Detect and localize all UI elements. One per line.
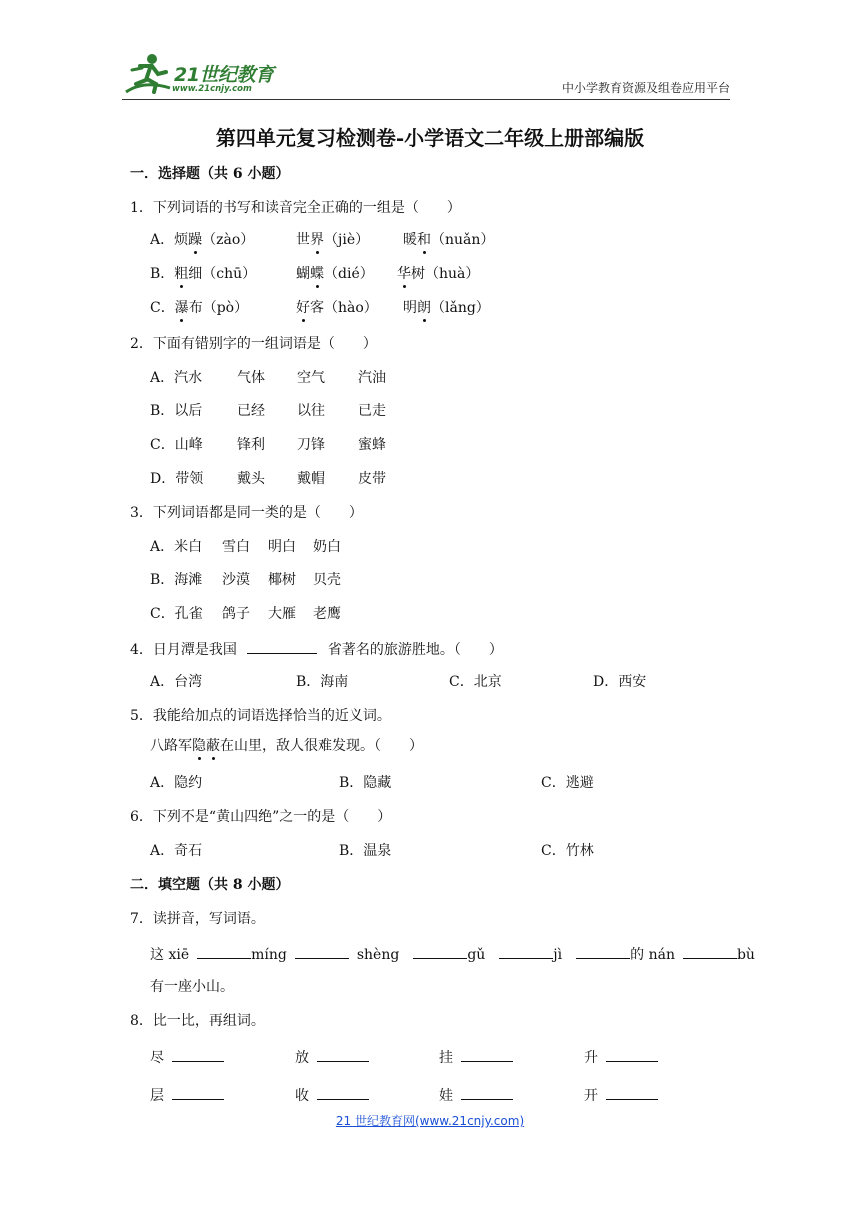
q8-blank[interactable] (172, 1047, 224, 1062)
question-6-stem: 6．下列不是“黄山四绝”之一的是（ ） (130, 809, 392, 825)
q7-blank-6[interactable] (683, 944, 737, 959)
section-fill-heading: 二．填空题（共 8 小题） (130, 877, 290, 893)
q4-option-d: D．西安 (593, 674, 647, 690)
q1-option-b: B．粗细（chū） (150, 266, 257, 282)
q2-d-2: 戴头 (237, 471, 265, 487)
q7-pinyin-line: 这 xiē míng shèng gǔ jì 的 nán bù (150, 944, 755, 964)
q2-b-2: 已经 (237, 403, 265, 419)
q3-a-1: A．米白 (150, 539, 203, 555)
q7-blank-1[interactable] (197, 944, 251, 959)
q5-option-c: C．逃避 (541, 775, 594, 791)
q7-blank-4[interactable] (499, 944, 553, 959)
q2-b-4: 已走 (358, 403, 386, 419)
q5-option-b: B．隐藏 (339, 775, 392, 791)
q7-line-2: 有一座小山。 (150, 979, 234, 995)
q6-option-a: A．奇石 (150, 843, 203, 859)
page-footer (0, 1112, 860, 1129)
q8-item: 挂 (439, 1047, 513, 1067)
q5-option-a: A．隐约 (150, 775, 203, 791)
q1-option-a: A．烦躁（zào） (150, 232, 255, 248)
q5-sentence: 八路军隐蔽在山里，敌人很难发现。（ ） (150, 738, 423, 754)
logo-url: www.21cnjy.com (172, 84, 252, 94)
q2-a-1: A．汽水 (150, 370, 203, 386)
q3-c-3: 大雁 (268, 606, 296, 622)
runner-logo-icon (122, 52, 174, 96)
q3-b-2: 沙漠 (222, 572, 250, 588)
platform-label: 中小学教育资源及组卷应用平台 (561, 81, 730, 95)
q8-item: 开 (584, 1085, 658, 1105)
q8-item: 放 (295, 1047, 369, 1067)
logo-text: 21世纪教育 (174, 64, 274, 86)
q4-option-a: A．台湾 (150, 674, 203, 690)
q1-option-c-word3: 明朗（lǎng） (403, 300, 490, 316)
q8-blank[interactable] (317, 1085, 369, 1100)
q7-blank-2[interactable] (295, 944, 349, 959)
q3-b-4: 贝壳 (313, 572, 341, 588)
footer-link[interactable]: 21 世纪教育网(www.21cnjy.com) (335, 1114, 525, 1128)
q3-a-4: 奶白 (313, 539, 341, 555)
q2-a-2: 气体 (237, 370, 265, 386)
q2-a-4: 汽油 (358, 370, 386, 386)
section-choice-heading: 一．选择题（共 6 小题） (130, 166, 290, 182)
question-4-stem: 4．日月潭是我国 省著名的旅游胜地。（ ） (130, 639, 503, 659)
q2-c-1: C．山峰 (150, 437, 203, 453)
q8-item: 尽 (150, 1047, 224, 1067)
q3-a-2: 雪白 (222, 539, 250, 555)
q3-a-3: 明白 (268, 539, 296, 555)
q8-item: 升 (584, 1047, 658, 1067)
q3-b-1: B．海滩 (150, 572, 203, 588)
q4-blank[interactable] (247, 639, 317, 654)
question-8-stem: 8．比一比，再组词。 (130, 1013, 265, 1029)
q7-blank-5[interactable] (576, 944, 630, 959)
q6-option-b: B．温泉 (339, 843, 392, 859)
q1-option-a-word2: 世界（jiè） (296, 232, 370, 248)
q8-blank[interactable] (317, 1047, 369, 1062)
question-2-stem: 2．下面有错别字的一组词语是（ ） (130, 336, 377, 352)
q1-option-c: C．瀑布（pò） (150, 300, 249, 316)
q1-option-b-word3: 华树（huà） (397, 266, 480, 282)
q4-option-c: C．北京 (449, 674, 502, 690)
q4-option-b: B．海南 (296, 674, 349, 690)
page-title: 第四单元复习检测卷-小学语文二年级上册部编版 (215, 126, 645, 150)
q2-d-3: 戴帽 (297, 471, 325, 487)
q8-blank[interactable] (606, 1085, 658, 1100)
q2-d-4: 皮带 (358, 471, 386, 487)
q3-c-1: C．孔雀 (150, 606, 203, 622)
q8-item: 收 (295, 1085, 369, 1105)
logo (122, 52, 292, 100)
q7-blank-3[interactable] (413, 944, 467, 959)
q1-option-a-word3: 暖和（nuǎn） (403, 232, 495, 248)
q3-c-2: 鸽子 (222, 606, 250, 622)
q8-blank[interactable] (461, 1047, 513, 1062)
q2-d-1: D．带领 (150, 471, 204, 487)
q2-c-4: 蜜蜂 (358, 437, 386, 453)
q8-blank[interactable] (606, 1047, 658, 1062)
q2-b-1: B．以后 (150, 403, 203, 419)
q2-a-3: 空气 (297, 370, 325, 386)
q1-option-b-word2: 蝴蝶（dié） (296, 266, 374, 282)
question-7-stem: 7．读拼音，写词语。 (130, 911, 265, 927)
q2-c-2: 锋利 (237, 437, 265, 453)
question-5-stem: 5．我能给加点的词语选择恰当的近义词。 (130, 708, 391, 724)
q8-item: 层 (150, 1085, 224, 1105)
q8-blank[interactable] (461, 1085, 513, 1100)
q8-blank[interactable] (172, 1085, 224, 1100)
q3-b-3: 椰树 (268, 572, 296, 588)
q2-b-3: 以往 (297, 403, 325, 419)
question-1-stem: 1．下列词语的书写和读音完全正确的一组是（ ） (130, 200, 461, 216)
page-header (0, 0, 860, 100)
header-divider (122, 99, 730, 100)
q8-item: 娃 (439, 1085, 513, 1105)
q2-c-3: 刀锋 (297, 437, 325, 453)
q1-option-c-word2: 好客（hào） (296, 300, 378, 316)
question-3-stem: 3．下列词语都是同一类的是（ ） (130, 505, 363, 521)
q6-option-c: C．竹林 (541, 843, 594, 859)
q3-c-4: 老鹰 (313, 606, 341, 622)
